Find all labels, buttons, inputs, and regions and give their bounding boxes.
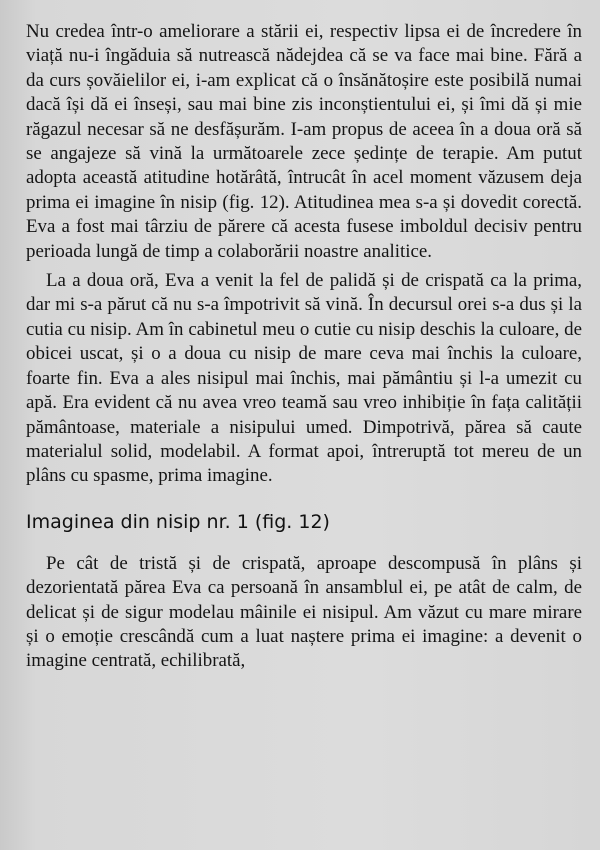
paragraph-1: Nu credea într-o ameliorare a stării ei, respectiv lipsa ei de încredere în viață nu-i îngăduia să nutrească nădejdea că se va face mai bine. Fără a da curs șovăielilor ei, i-am explicat că o însănătoșire este posibilă numai dacă își dă ei înseși, sau mai bine zis inconștientului ei, și îmi dă și mie răgazul necesar să ne desfășurăm. I-am propus de aceea în a doua oră să se angajeze să vină la următoarele zece ședințe de terapie. Am putut adopta această atitudine hotărâtă, întrucât în acel moment văzusem deja prima ei imagine în nisip (fig. 12). Atitudinea mea s-a și dovedit corectă. Eva a fost mai târziu de părere că acesta fusese imboldul decisiv pentru perioada lungă de timp a colaborării noastre analitice. — [26, 21, 582, 262]
section-heading: Imaginea din nisip nr. 1 (fig. 12) — [26, 510, 330, 533]
paragraph-3: Pe cât de tristă și de crispată, aproape descompusă în plâns și dezorientată părea Eva ca persoană în ansamblul ei, pe atât de calm, de delicat și de sigur modelau mâinile ei nisipul. Am văzut cu mare mirare și o emoție crescândă cum a luat naștere prima ei imagine: a devenit o imagine centrată, echilibrată, — [26, 552, 582, 672]
paragraph-2: La a doua oră, Eva a venit la fel de palidă și de crispată ca la prima, dar mi s-a părut că nu s-a împotrivit să vină. În decursul orei s-a dus și la cutia cu nisip. Am în cabinetul meu o cutie cu nisip deschis la culoare, de obicei uscat, și o a doua cu nisip de mare ceva mai închis la culoare, foarte fin. Eva a ales nisipul mai închis, mai pământiu și l-a umezit cu apă. Era evident că nu avea vreo teamă sau vreo inhibiție în fața calității pământoase, materiale a nisipului umed. Dimpotrivă, părea să caute materialul solid, modelabil. A format apoi, întreruptă tot mereu de un plâns cu spasme, prima imagine. — [26, 270, 582, 487]
page-body — [26, 20, 582, 674]
